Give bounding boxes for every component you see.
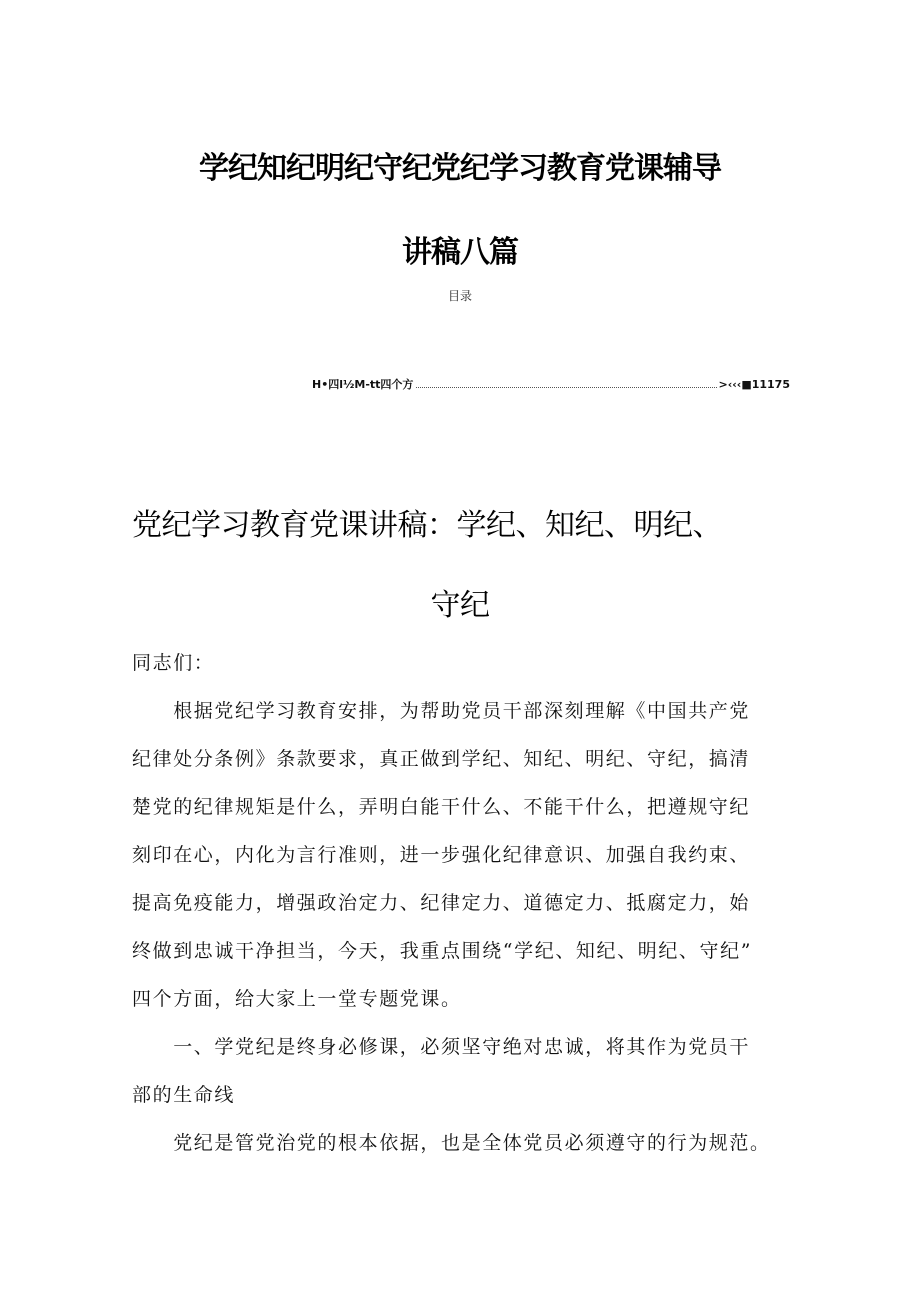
- section-heading-line-2: 守纪: [430, 588, 490, 623]
- toc-label: 目录: [447, 289, 472, 303]
- toc-entry-page-ref: >‹‹‹■11175: [718, 378, 790, 391]
- paragraph-line: 纪律处分条例》条款要求，真正做到学纪、知纪、明纪、守纪，搞清: [132, 748, 751, 770]
- subheading-line: 一、学党纪是终身必修课，必须坚守绝对忠诚，将其作为党员干: [132, 1036, 751, 1058]
- paragraph-line: 提高免疫能力，增强政治定力、纪律定力、道德定力、抵腐定力，始: [132, 892, 751, 914]
- document-title-line-2: 讲稿八篇: [402, 235, 518, 270]
- paragraph-line: 楚党的纪律规矩是什么，弄明白能干什么、不能干什么，把遵规守纪: [132, 796, 751, 818]
- paragraph-line: 四个方面，给大家上一堂专题党课。: [132, 988, 462, 1010]
- toc-entry[interactable]: [312, 376, 790, 392]
- subheading-line: 部的生命线: [132, 1084, 236, 1106]
- paragraph-line: 终做到忠诚干净担当，今天，我重点围绕“学纪、知纪、明纪、守纪”: [132, 940, 753, 962]
- paragraph-line: 党纪是管党治党的根本依据，也是全体党员必须遵守的行为规范。: [132, 1132, 771, 1154]
- toc-leader-dots: [416, 386, 716, 388]
- section-heading-line-1: 党纪学习教育党课讲稿：学纪、知纪、明纪、: [132, 508, 722, 543]
- paragraph-line: 根据党纪学习教育安排，为帮助党员干部深刻理解《中国共产党: [132, 700, 751, 722]
- paragraph-line: 刻印在心，内化为言行准则，进一步强化纪律意识、加强自我约束、: [132, 844, 751, 866]
- salutation: 同志们：: [132, 652, 215, 674]
- toc-entry-title: H•四l½M-tt四个方: [312, 378, 414, 391]
- document-title-line-1: 学纪知纪明纪守纪党纪学习教育党课辅导: [199, 151, 721, 186]
